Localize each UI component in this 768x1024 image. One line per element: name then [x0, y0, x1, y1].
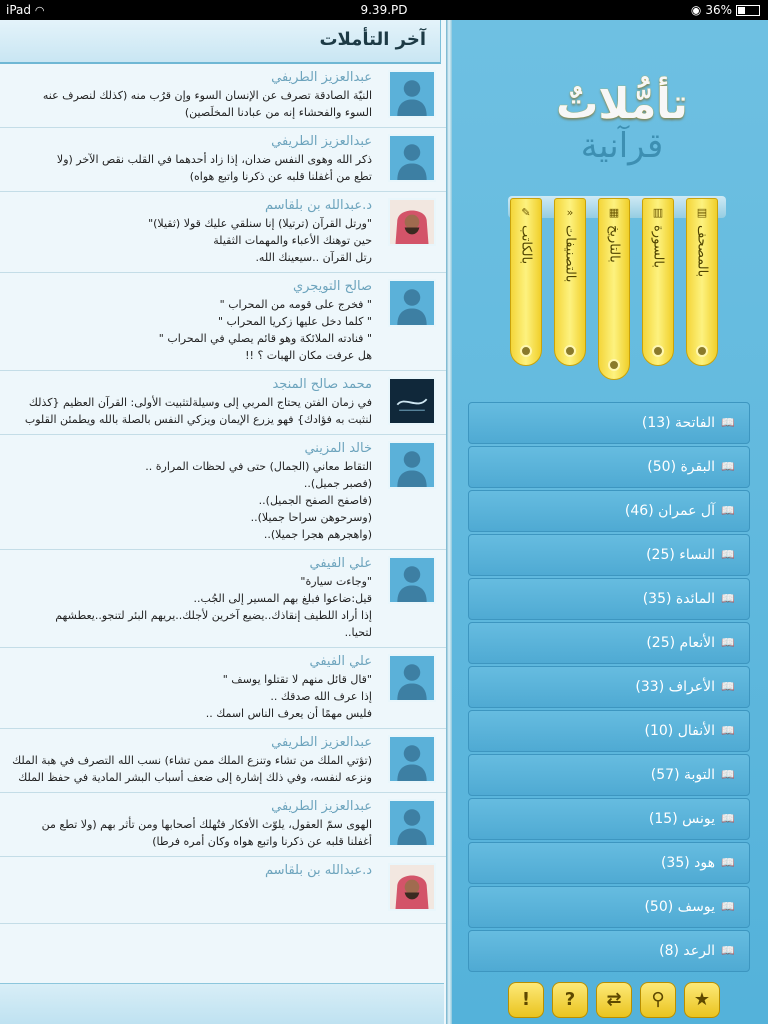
feed-item-text-line: التقاط معاني (الجمال) حتى في لحظات المرارة ..	[145, 460, 372, 473]
feed-item-text-line: (تؤتي الملك من تشاء وتنزع الملك ممن تشاء) نسب الله التصرف في هبة الملك	[12, 754, 372, 767]
open-book-icon: 📖	[721, 812, 735, 825]
surah-item[interactable]	[468, 578, 750, 620]
feed-item-author: صالح التويجري	[292, 279, 372, 294]
feed-item[interactable]	[0, 371, 446, 435]
open-book-icon: 📖	[721, 768, 735, 781]
feed-item-content	[8, 799, 372, 850]
tab-label: بالتاريخ	[606, 225, 622, 263]
surah-item[interactable]	[468, 710, 750, 752]
feed-item-text-line: ذكر الله وهوى النفس ضدان، إذا زاد أحدهما في القلب نقص الآخر (ولا	[56, 153, 372, 166]
feed-item-text-line: (فصبر جميل)..	[303, 477, 372, 490]
battery-icon	[736, 5, 760, 16]
feed-item-author: د.عبدالله بن بلقاسم	[264, 198, 372, 213]
surah-label: الأعراف (33)	[635, 679, 715, 695]
logo-line-1: تأمُّلاتٌ	[556, 79, 688, 128]
surah-item[interactable]	[468, 402, 750, 444]
app-logo	[522, 80, 722, 190]
feed-item-content	[8, 556, 372, 641]
surah-item[interactable]	[468, 798, 750, 840]
feed-item-text-line: حين توهنك الأعباء والمهمات الثقيلة	[213, 234, 372, 247]
layers-icon: »	[566, 206, 574, 219]
default-avatar-icon	[388, 279, 436, 327]
tab-label: بالكاتب	[518, 225, 534, 265]
feed-item-content	[8, 654, 372, 722]
navigation-panel	[452, 20, 768, 1024]
tab-hole	[696, 345, 708, 357]
feed-item-author: خالد المزيني	[304, 441, 372, 456]
surah-item[interactable]	[468, 666, 750, 708]
surah-label: هود (35)	[660, 855, 715, 871]
default-avatar-icon	[388, 654, 436, 702]
feed-item-text-line: (واهجرهم هجرا جميلا)..	[263, 528, 372, 541]
calendar-icon: ▦	[608, 206, 620, 219]
feed-item-author: عبدالعزيز الطريفي	[271, 799, 372, 814]
open-book-icon: 📖	[721, 724, 735, 737]
list-icon: ▥	[652, 206, 664, 219]
feed-item-text-line: "وجاءت سيارة"	[300, 575, 372, 588]
open-book-icon: 📖	[721, 548, 735, 561]
open-book-icon: 📖	[721, 416, 735, 429]
search-button[interactable]: ⚲	[640, 982, 676, 1018]
sync-button[interactable]: ⇄	[596, 982, 632, 1018]
feed-item-content	[8, 863, 372, 878]
default-avatar-icon	[388, 134, 436, 182]
open-book-icon: 📖	[721, 680, 735, 693]
feed-item-author: عبدالعزيز الطريفي	[271, 134, 372, 149]
surah-label: التوبة (57)	[650, 767, 715, 783]
feed-item-text-line: الهوى سمّ العقول، يلوّث الأفكار فتُهلك أصحابها ومن تأثر بهم (ولا تطع من	[41, 818, 372, 831]
reflections-feed	[0, 20, 448, 1024]
feed-item-content	[8, 134, 372, 185]
feed-item-author: علي الفيفي	[309, 654, 372, 669]
tab-hole	[608, 359, 620, 371]
feed-item[interactable]	[0, 793, 446, 857]
feed-item-author: د.عبدالله بن بلقاسم	[264, 863, 372, 878]
feed-item-text-line: السوء والفحشاء إنه من عبادنا المخلَصين)	[184, 106, 372, 119]
feed-item-content	[8, 198, 372, 266]
open-book-icon: 📖	[721, 900, 735, 913]
open-book-icon: 📖	[721, 636, 735, 649]
feed-item-text-line: لتحيا..	[344, 626, 372, 639]
feed-item-author: عبدالعزيز الطريفي	[271, 735, 372, 750]
feed-item-content	[8, 735, 372, 786]
default-avatar-icon	[388, 735, 436, 783]
feed-item[interactable]	[0, 550, 446, 648]
feed-item-text-line: "ورتل القرآن (ترتيلا) إنا سنلقي عليك قولا (ثقيلا)"	[148, 217, 372, 230]
feed-item-text-line: لنثبت به فؤادك} فهو يزرع الإيمان ويزكي النفس بالصلة بالله ويطمئن القلوب	[24, 413, 372, 426]
default-avatar-icon	[388, 70, 436, 118]
status-bar	[0, 0, 768, 20]
default-avatar-icon	[388, 441, 436, 489]
feed-item-text-line: ونزعه لنفسه، وفي ذلك إشارة إلى ضعف أسباب البشر المادية في حفظ الملك	[18, 771, 372, 784]
author-photo	[388, 863, 436, 911]
tab-hole	[564, 345, 576, 357]
feed-item[interactable]	[0, 857, 446, 924]
feed-item[interactable]	[0, 648, 446, 729]
bottom-toolbar	[502, 982, 732, 1020]
feed-item-text-line: قيل:ضاعوا فبلغ بهم المسير إلى الجُب..	[193, 592, 372, 605]
person-icon: ✎	[521, 206, 531, 219]
surah-item[interactable]	[468, 930, 750, 972]
tab-list[interactable]	[642, 198, 674, 366]
feed-item[interactable]	[0, 435, 446, 550]
feed-footer	[0, 983, 444, 1024]
feed-item-text-line: (فاصفح الصفح الجميل)..	[258, 494, 372, 507]
surah-label: المائدة (35)	[642, 591, 715, 607]
tab-label: بالتصنيفات	[562, 225, 578, 283]
tab-book[interactable]	[686, 198, 718, 366]
default-avatar-icon	[388, 556, 436, 604]
browse-tabs	[508, 198, 726, 398]
feed-item[interactable]	[0, 64, 446, 128]
surah-item[interactable]	[468, 886, 750, 928]
surah-label: النساء (25)	[646, 547, 715, 563]
wifi-icon: ◠	[34, 4, 45, 17]
feed-item-text-line: " فخرج على قومه من المحراب "	[219, 298, 372, 311]
surah-label: يونس (15)	[648, 811, 715, 827]
help-button[interactable]: ?	[552, 982, 588, 1018]
surah-label: الأنعام (25)	[646, 635, 715, 651]
feed-item-author: علي الفيفي	[309, 556, 372, 571]
author-logo	[388, 377, 436, 425]
feed-item-text-line: (وسرحوهن سراحا جميلا)..	[250, 511, 372, 524]
favorites-button[interactable]: ★	[684, 982, 720, 1018]
surah-label: آل عمران (46)	[624, 503, 715, 519]
surah-item[interactable]	[468, 446, 750, 488]
logo-line-2: قرآنية	[580, 126, 664, 166]
feed-item-text-line: هل عرفت مكان الهبات ؟ !!	[245, 349, 372, 362]
feed-item-text-line: أغفلنا قلبه عن ذكرنا واتبع هواه وكان أمره فرطا)	[152, 835, 372, 848]
feed-item-content	[8, 441, 372, 543]
open-book-icon: 📖	[721, 592, 735, 605]
feed-header	[0, 20, 441, 64]
tab-hole	[652, 345, 664, 357]
feed-item-author: عبدالعزيز الطريفي	[271, 70, 372, 85]
surah-item[interactable]	[468, 754, 750, 796]
feed-item[interactable]	[0, 128, 446, 192]
feed-item-text-line: تطع من أغفلنا قلبه عن ذكرنا واتبع هواه)	[189, 170, 372, 183]
feed-item[interactable]	[0, 729, 446, 793]
author-photo	[388, 198, 436, 246]
open-book-icon: 📖	[721, 460, 735, 473]
feed-item-text-line: في زمان الفتن يحتاج المربي إلى وسيلةلتثبيت الأولى: القرآن العظيم {كذلك	[28, 396, 372, 409]
surah-label: الفاتحة (13)	[641, 415, 715, 431]
info-button[interactable]: !	[508, 982, 544, 1018]
tab-calendar[interactable]	[598, 198, 630, 380]
feed-item-text-line: رتل القرآن ..سيعينك الله.	[255, 251, 372, 264]
feed-item-text-line: إذا أراد اللطيف إنقاذك..يضيع آخرين لأجلك..يريهم البئر لتنجو..يعطشهم	[55, 609, 372, 622]
feed-item-text-line: النيّة الصادقة تصرف عن الإنسان السوء وإن قرُب منه (كذلك لنصرف عنه	[42, 89, 372, 102]
open-book-icon: 📖	[721, 856, 735, 869]
surah-label: الرعد (8)	[659, 943, 715, 959]
tab-label: بالمصحف	[694, 225, 710, 278]
feed-item-content	[8, 70, 372, 121]
tab-layers[interactable]	[554, 198, 586, 366]
feed-item-content	[8, 377, 372, 428]
tab-person[interactable]	[510, 198, 542, 366]
lock-rotation-icon: ◉	[690, 3, 702, 17]
feed-item-text-line: " فنادته الملائكة وهو قائم يصلي في المحراب "	[158, 332, 372, 345]
surah-item[interactable]	[468, 842, 750, 884]
feed-item[interactable]	[0, 273, 446, 371]
surah-item[interactable]	[468, 534, 750, 576]
feed-item-text-line: فليس مهمًا أن يعرف الناس اسمك ..	[205, 707, 372, 720]
carrier-label: iPad ◠	[6, 3, 45, 17]
feed-item-content	[8, 279, 372, 364]
tab-label: بالسورة	[650, 225, 666, 268]
feed-title: آخر التأملات	[319, 29, 426, 50]
open-book-icon: 📖	[721, 944, 735, 957]
battery-percent: 36%	[705, 3, 732, 17]
feed-item-text-line: "قال قائل منهم لا تقتلوا يوسف "	[222, 673, 372, 686]
feed-item[interactable]	[0, 192, 446, 273]
feed-item-author: محمد صالح المنجد	[272, 377, 372, 392]
battery-indicator	[691, 3, 760, 17]
surah-label: يوسف (50)	[644, 899, 715, 915]
feed-list[interactable]	[0, 64, 446, 1004]
tab-hole	[520, 345, 532, 357]
surah-label: الأنفال (10)	[644, 723, 715, 739]
book-icon: ▤	[696, 206, 708, 219]
surah-label: البقرة (50)	[647, 459, 715, 475]
surah-item[interactable]	[468, 622, 750, 664]
surah-item[interactable]	[468, 490, 750, 532]
feed-item-text-line: " كلما دخل عليها زكريا المحراب "	[217, 315, 372, 328]
default-avatar-icon	[388, 799, 436, 847]
open-book-icon: 📖	[721, 504, 735, 517]
feed-item-text-line: إذا عرف الله صدقك ..	[270, 690, 372, 703]
surah-list[interactable]	[468, 402, 750, 984]
clock: 9.39.PD	[360, 3, 408, 17]
